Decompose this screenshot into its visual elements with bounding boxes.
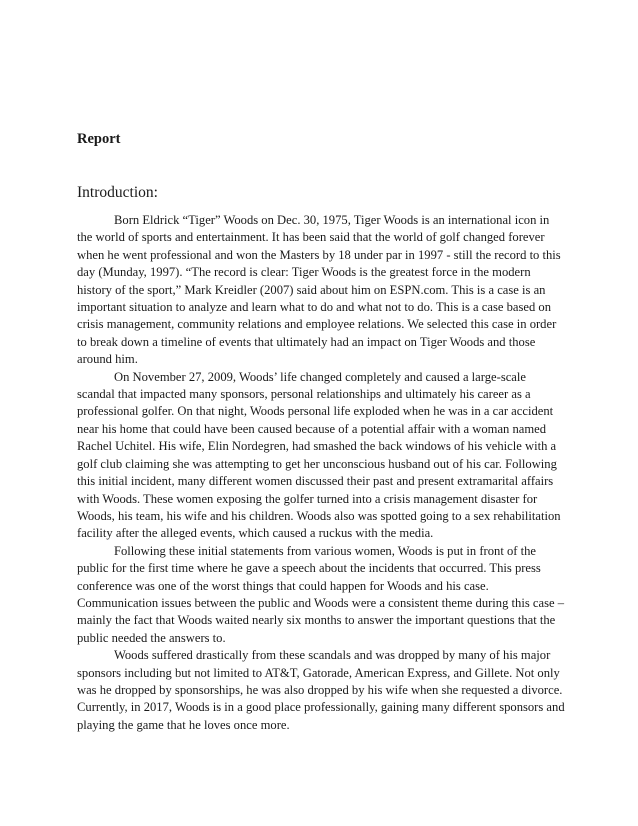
paragraph-4: Woods suffered drastically from these scandals and was dropped by many of his major sponsors including but not limited to AT&T, Gatorade, American Express, and Gillete. Not only was he dropped by sponsorships, he was also dropped by his wife when she requested a divorce. Currently, in 2017, Woods is in a good place professionally, gaining many different sponsors and playing the game that he loves once more. — [77, 648, 565, 732]
paragraph-2: On November 27, 2009, Woods’ life changed completely and caused a large-scale scandal that impacted many sponsors, personal relationships and ultimately his career as a professional golfer. On that night, Woods personal life exploded when he was in a car accident near his home that could have been caused because of a potential affair with a woman named Rachel Uchitel. His wife, Elin Nordegren, had smashed the back windows of his vehicle with a golf club claiming she was attempting to get her unconscious husband out of his car. Following this initial incident, many different women discussed their past and present extramarital affairs with Woods. These women exposing the golfer turned into a crisis management disaster for Woods, his team, his wife and his children. Woods also was spotted going to a sex rehabilitation facility after the alleged events, which caused a ruckus with the media. — [77, 369, 561, 541]
section-title-introduction: Introduction: — [77, 184, 158, 201]
introduction-body — [77, 212, 565, 734]
paragraph-1: Born Eldrick “Tiger” Woods on Dec. 30, 1975, Tiger Woods is an international icon in the world of sports and entertainment. It has been said that the world of golf changed forever when he went professional and won the Masters by 18 under par in 1997 - still the record to this day (Munday, 1997). “The record is clear: Tiger Woods is the greatest force in the modern history of the sport,” Mark Kreidler (2007) said about him on ESPN.com. This is a case is an important situation to analyze and learn what to do and what not to do. This is a case based on crisis management, community relations and employee relations. We selected this case in order to break down a timeline of events that ultimately had an impact on Tiger Woods and those around him. — [77, 213, 561, 367]
report-title: Report — [77, 131, 121, 147]
paragraph-3: Following these initial statements from various women, Woods is put in front of the public for the first time where he gave a speech about the incidents that occurred. This press conference was one of the worst things that could happen for Woods and his case. Communication issues between the public and Woods were a consistent theme during this case – mainly the fact that Woods waited nearly six months to answer the important questions that the public needed the answers to. — [77, 543, 565, 645]
